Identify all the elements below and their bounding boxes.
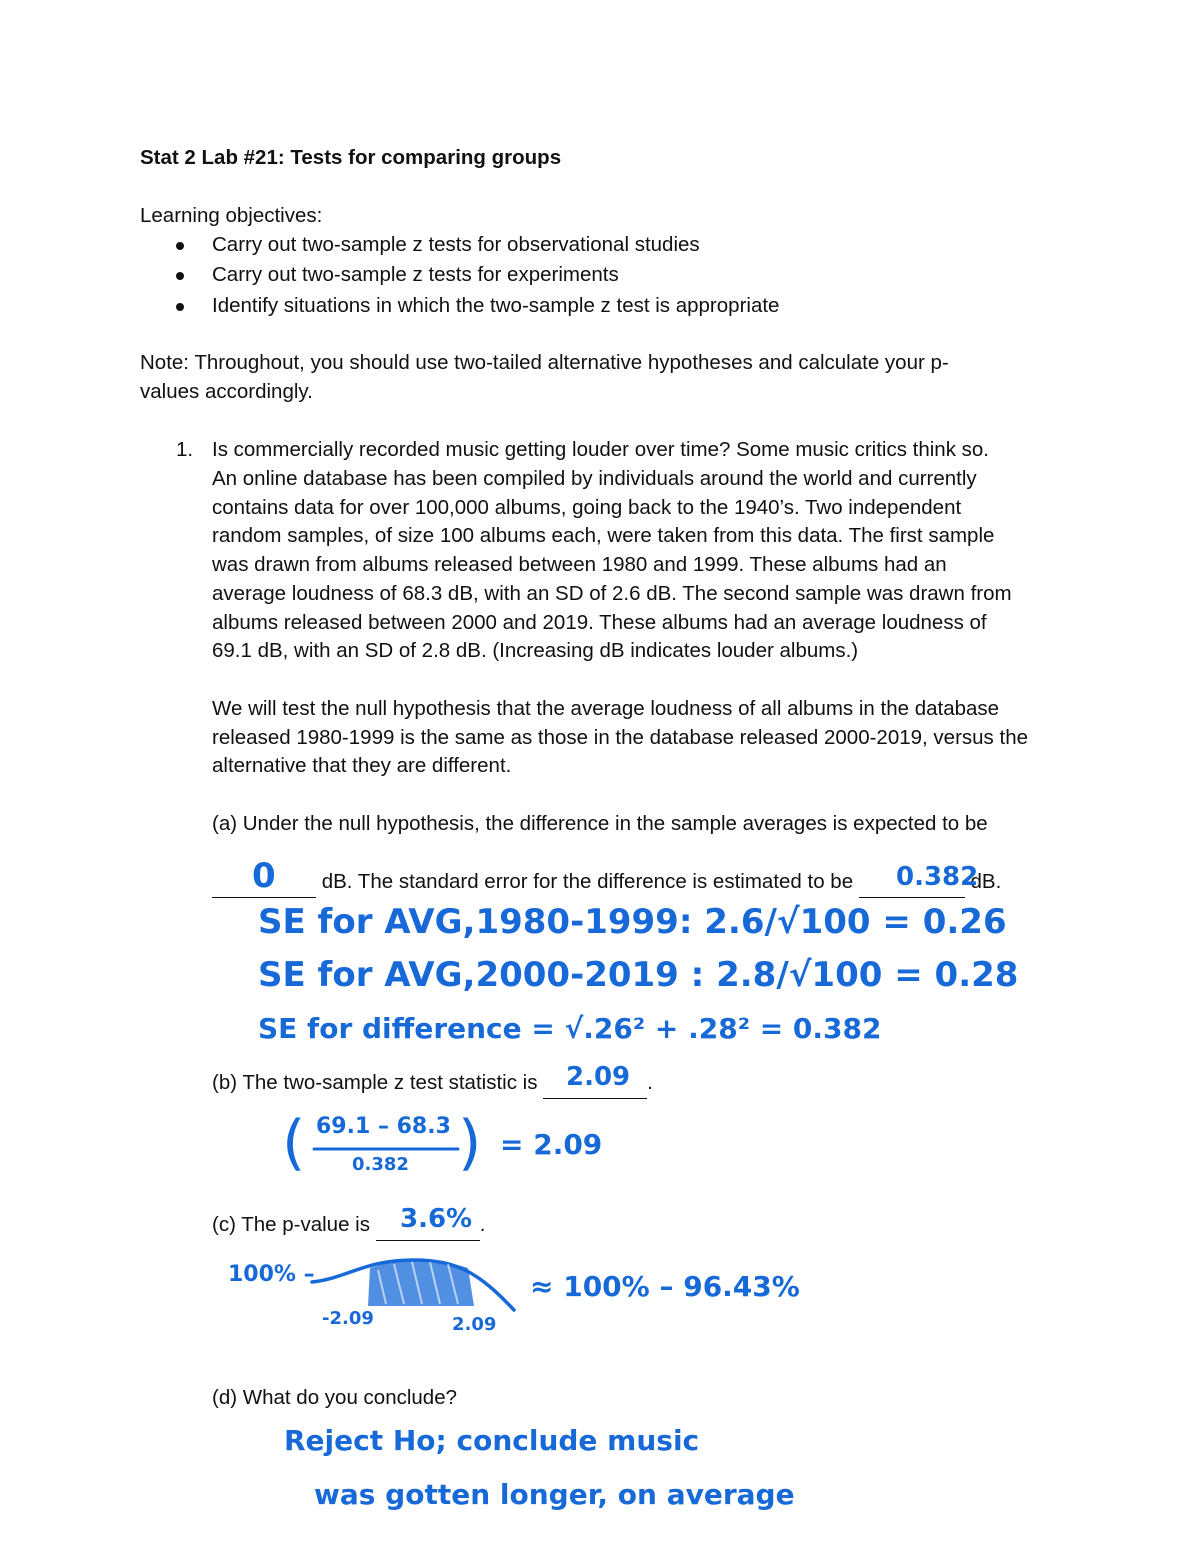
question-paragraph-line: was drawn from albums released between 1980 and 1999. These albums had an [212, 553, 947, 576]
handwritten-conclusion-line: Reject Ho; conclude music [284, 1424, 700, 1457]
handwritten-work-line: SE for difference = √.26² + .28² = 0.382 [258, 1012, 882, 1045]
left-paren-icon: ( [282, 1108, 306, 1178]
objective-item: Identify situations in which the two-sample z test is appropriate [212, 294, 780, 317]
part-b-line: (b) The two-sample z test statistic is . [212, 1069, 653, 1099]
right-paren-icon: ) [458, 1108, 482, 1178]
question-paragraph-line: average loudness of 68.3 dB, with an SD of 2.6 dB. The second sample was drawn from [212, 582, 1012, 605]
handwritten-answer-se: 0.382 [896, 862, 979, 892]
hypothesis-line: alternative that they are different. [212, 754, 512, 777]
part-a-prompt: (a) Under the null hypothesis, the difference in the sample averages is expected to be [212, 812, 988, 835]
part-a-text-mid: dB. The standard error for the difference is estimated to be [321, 870, 854, 893]
handwritten-numerator: 69.1 – 68.3 [316, 1114, 451, 1139]
handwritten-denominator: 0.382 [352, 1154, 409, 1175]
bullet-icon [176, 242, 184, 250]
objective-item: Carry out two-sample z tests for observational studies [212, 233, 700, 256]
question-paragraph-line: albums released between 2000 and 2019. These albums had an average loudness of [212, 611, 987, 634]
question-paragraph-line: 69.1 dB, with an SD of 2.8 dB. (Increasing dB indicates louder albums.) [212, 639, 859, 662]
objective-item: Carry out two-sample z tests for experiments [212, 263, 619, 286]
handwritten-left-cutoff: -2.09 [322, 1308, 374, 1329]
question-paragraph-line: contains data for over 100,000 albums, going back to the 1940’s. Two independent [212, 496, 962, 519]
handwritten-right-cutoff: 2.09 [452, 1314, 497, 1335]
document-title: Stat 2 Lab #21: Tests for comparing groups [140, 146, 562, 169]
handwritten-work-line: SE for AVG,2000-2019 : 2.8/√100 = 0.28 [258, 955, 1019, 995]
part-a-text-end: dB. [970, 870, 1002, 893]
part-b-prompt: (b) The two-sample z test statistic is [212, 1071, 538, 1094]
part-d-prompt: (d) What do you conclude? [212, 1386, 457, 1409]
handwritten-work-line: SE for AVG,1980-1999: 2.6/√100 = 0.26 [258, 902, 1007, 942]
hypothesis-line: We will test the null hypothesis that the average loudness of all albums in the database [212, 697, 1000, 720]
handwritten-p-result: ≈ 100% – 96.43% [530, 1270, 800, 1303]
handwritten-p-prefix: 100% – [228, 1262, 315, 1287]
question-paragraph-line: Is commercially recorded music getting louder over time? Some music critics think so. [212, 438, 989, 461]
part-c-line: (c) The p-value is . [212, 1211, 485, 1241]
question-paragraph-line: An online database has been compiled by individuals around the world and currently [212, 467, 977, 490]
normal-curve-sketch-icon [308, 1256, 522, 1316]
handwritten-z-result: = 2.09 [500, 1128, 603, 1161]
bullet-icon [176, 272, 184, 280]
objectives-heading: Learning objectives: [140, 204, 323, 227]
fraction-bar-icon [312, 1146, 462, 1152]
note-line: Note: Throughout, you should use two-tailed alternative hypotheses and calculate your p- [140, 351, 949, 374]
part-c-prompt: (c) The p-value is [212, 1213, 370, 1236]
part-a-fill-line [212, 868, 1001, 898]
handwritten-answer-z: 2.09 [566, 1062, 631, 1092]
handwritten-conclusion-line: was gotten longer, on average [314, 1478, 795, 1511]
question-paragraph-line: random samples, of size 100 albums each, were taken from this data. The first sample [212, 524, 995, 547]
handwritten-answer-expected: 0 [252, 856, 276, 896]
handwritten-answer-p: 3.6% [400, 1204, 473, 1234]
note-line: values accordingly. [140, 380, 313, 403]
hypothesis-line: released 1980-1999 is the same as those in the database released 2000-2019, versus the [212, 726, 1028, 749]
question-number: 1. [176, 438, 194, 461]
bullet-icon [176, 303, 184, 311]
